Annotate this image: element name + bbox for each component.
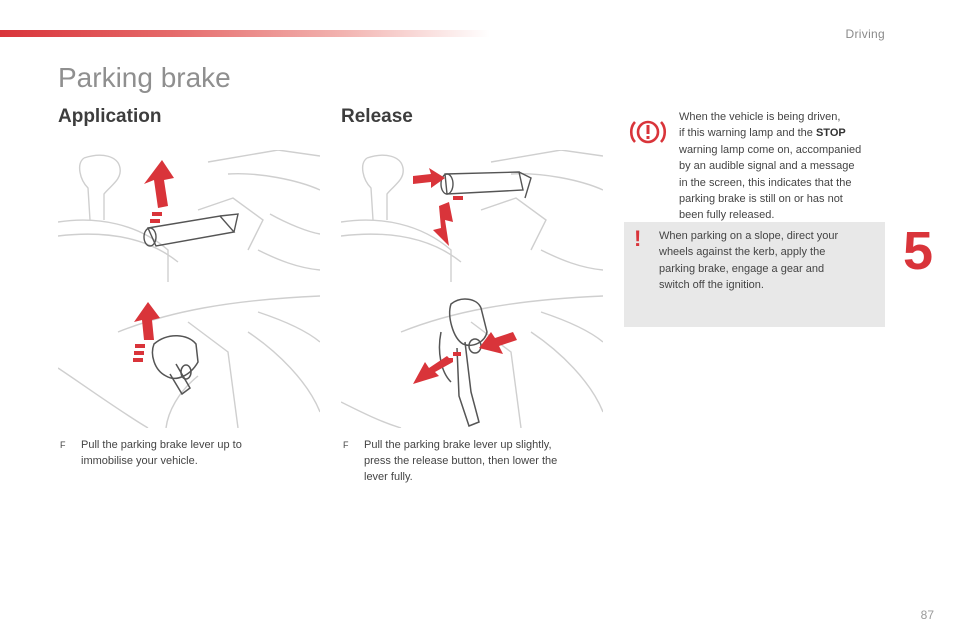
section-label: Driving	[845, 27, 885, 41]
application-handle-illustration	[58, 292, 320, 428]
application-lever-illustration	[58, 150, 320, 282]
release-instruction-line-2: press the release button, then lower the	[364, 455, 558, 467]
note-line-2: wheels against the kerb, apply the	[659, 246, 826, 259]
warning-line-5: in the screen, this indicates that the	[679, 176, 852, 189]
release-lever-illustration	[341, 150, 603, 282]
page-title: Parking brake	[58, 62, 231, 93]
chapter-number: 5	[903, 221, 934, 281]
application-instruction-line-2: immobilise your vehicle.	[81, 455, 198, 467]
release-heading: Release	[341, 106, 413, 127]
exclamation-icon: !	[634, 226, 642, 251]
warning-line-4: by an audible signal and a message	[679, 160, 855, 173]
note-line-3: parking brake, engage a gear and	[659, 262, 825, 275]
warning-line-6: parking brake is still on or has not	[679, 193, 843, 206]
note-line-1: When parking on a slope, direct your	[659, 230, 839, 242]
note-line-4: switch off the ignition.	[659, 278, 764, 291]
application-instruction	[60, 437, 300, 469]
slope-note-text	[659, 228, 874, 293]
warning-line-1: When the vehicle is being driven,	[679, 111, 841, 123]
application-instruction-line-1: Pull the parking brake lever up to	[81, 439, 242, 451]
warning-line-2	[679, 125, 889, 141]
bullet-marker: F	[60, 440, 66, 450]
warning-line-7: been fully released.	[679, 209, 775, 222]
release-handle-illustration	[341, 292, 603, 428]
warning-line-3: warning lamp come on, accompanied	[679, 143, 862, 156]
brake-warning-icon	[628, 117, 668, 147]
bullet-marker: F	[343, 440, 349, 450]
release-instruction-line-3: lever fully.	[364, 471, 413, 483]
page-number: 87	[920, 608, 934, 622]
application-heading: Application	[58, 106, 162, 127]
header-accent-bar	[0, 30, 490, 37]
warning-line-2-text: if this warning lamp and the	[679, 127, 816, 140]
warning-text	[679, 109, 889, 224]
stop-label: STOP	[815, 127, 846, 140]
release-instruction-line-1: Pull the parking brake lever up slightly,	[364, 439, 552, 451]
release-instruction	[343, 437, 593, 485]
